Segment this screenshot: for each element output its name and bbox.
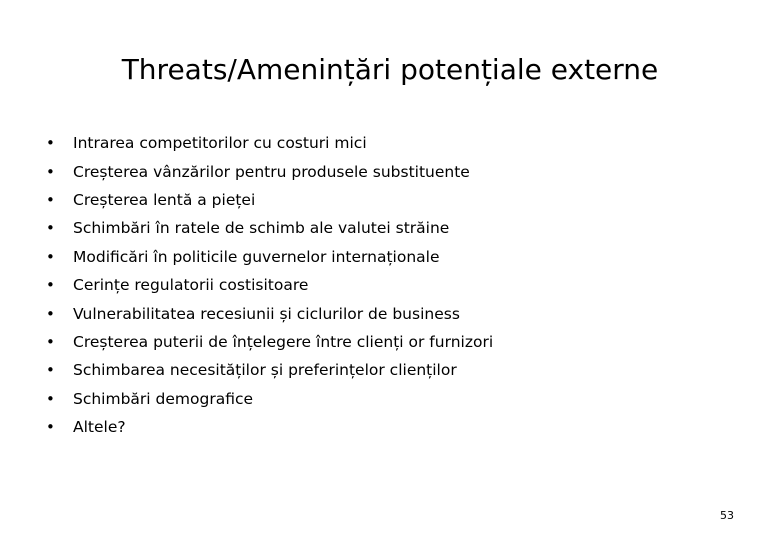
bullet-text: Creșterea puterii de înțelegere între clienți or furnizori [73, 332, 494, 351]
bullet-icon: • [46, 276, 55, 295]
list-item [46, 356, 493, 384]
bullet-text: Creșterea lentă a pieței [73, 190, 256, 209]
bullet-text: Schimbarea necesităților și preferințelor clienților [73, 361, 457, 380]
bullet-text: Vulnerabilitatea recesiunii și ciclurilor de business [73, 304, 460, 323]
list-item [46, 385, 493, 413]
bullet-icon: • [46, 247, 55, 266]
list-item [46, 157, 493, 185]
bullet-list [46, 129, 493, 441]
bullet-icon: • [46, 389, 55, 408]
bullet-text: Schimbări demografice [73, 389, 254, 408]
bullet-icon: • [46, 190, 55, 209]
list-item [46, 214, 493, 242]
bullet-text: Schimbări în ratele de schimb ale valutei străine [73, 219, 450, 238]
bullet-icon: • [46, 219, 55, 238]
list-item [46, 271, 493, 299]
bullet-icon: • [46, 162, 55, 181]
bullet-icon: • [46, 134, 55, 153]
slide-title: Threats/Amenințări potențiale externe [121, 53, 659, 86]
list-item [46, 413, 493, 441]
bullet-text: Intrarea competitorilor cu costuri mici [73, 134, 367, 153]
bullet-text: Altele? [73, 418, 126, 437]
list-item [46, 243, 493, 271]
bullet-text: Cerințe regulatorii costisitoare [73, 276, 309, 295]
bullet-icon: • [46, 304, 55, 323]
page-number: 53 [720, 509, 734, 522]
list-item [46, 328, 493, 356]
bullet-icon: • [46, 418, 55, 437]
bullet-text: Modificări în politicile guvernelor internaționale [73, 247, 440, 266]
list-item [46, 299, 493, 327]
bullet-text: Creșterea vânzărilor pentru produsele substituente [73, 162, 470, 181]
list-item [46, 186, 493, 214]
list-item [46, 129, 493, 157]
bullet-icon: • [46, 332, 55, 351]
bullet-icon: • [46, 361, 55, 380]
